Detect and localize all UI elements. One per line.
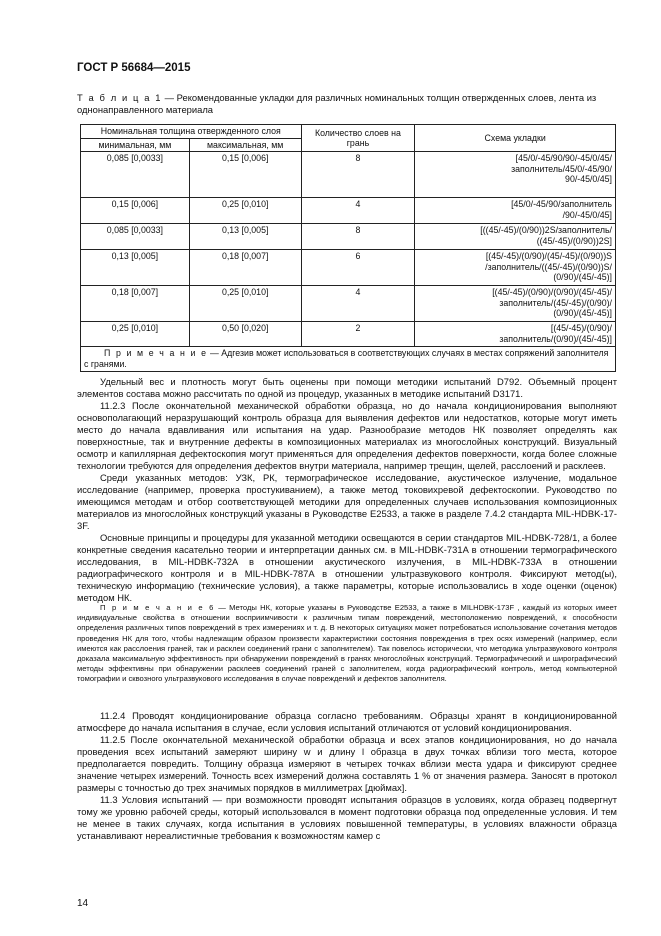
layup-table — [80, 124, 616, 372]
scheme-line: [(45/-45)/(0/90)/ — [550, 323, 612, 333]
scheme-line: [((45/-45)/(0/90))2S/заполнитель/ — [480, 225, 612, 235]
paragraph-11-3: 11.3 Условия испытаний — при возможности проводят испытания образцов в условиях, когда образец подвергнут тому же уровню рабочей среды, который использовался в момент подготовки образца под определенные условия. И тем не менее в таких случаях, когда испытания в условиях повышенной температуры, в условиях влажности образца устанавливают нереалистичные требования к возможностям камер с — [77, 794, 617, 841]
cell-scheme — [415, 224, 616, 250]
scheme-line: заполнитель/(0/90)/(45/-45)] — [499, 333, 612, 344]
table-caption-text: — Рекомендованные укладки для различных номинальных толщин отвержденных слоев, лента из однонаправленного материала — [77, 92, 597, 115]
scheme-line: заполнитель/45/0/-45/90/ — [511, 163, 612, 174]
cell-count: 4 — [301, 286, 415, 322]
scheme-line: ((45/-45)/(0/90))2S] — [536, 235, 612, 246]
cell-max: 0,18 [0,007] — [189, 250, 301, 286]
table-row — [81, 250, 616, 286]
scheme-line: заполнитель/(45/-45)/(0/90)/ — [499, 297, 612, 308]
paragraph-11-2-3: 11.2.3 После окончательной механической обработки образца, но до начала кондиционирования выполняют основополагающий неразрушающий контроль образца для выявления дефектов или недостатков, которые могут иметь место до начала вдавливания или испытания на удар. Разнообразие методов НК позволяет определять как поверхностные, так и внутренние дефекты в композиционных материалах из многослойных конструкций. Визуальный осмотр и капиллярная дефектоскопия могут применяться для определения дефектов поверхности, когда более сложные технологии требуются для определения дефектов внутри материала, например трещин, щелей, расслоений и расклеев. — [77, 400, 617, 471]
cell-count: 2 — [301, 322, 415, 347]
cell-min: 0,085 [0,0033] — [81, 152, 190, 198]
cell-scheme — [415, 250, 616, 286]
cell-max: 0,50 [0,020] — [189, 322, 301, 347]
scheme-line: [45/0/-45/90/заполнитель — [511, 199, 612, 209]
scheme-line: /заполнитель/((45/-45)/(0/90))S/ — [485, 261, 612, 272]
cell-scheme — [415, 322, 616, 347]
cell-max: 0,15 [0,006] — [189, 152, 301, 198]
note-6-label: П р и м е ч а н и е 6 — [100, 603, 215, 612]
header-scheme: Схема укладки — [415, 125, 616, 152]
cell-max: 0,13 [0,005] — [189, 224, 301, 250]
table-note-text: — Адгезив может использоваться в соответствующих случаях в местах сопряжений заполнителя с гранями. — [84, 348, 609, 369]
table-row — [81, 224, 616, 250]
scheme-line: 90/-45/0/45] — [565, 174, 612, 184]
header-max: максимальная, мм — [189, 138, 301, 152]
table-row — [81, 198, 616, 224]
cell-scheme — [415, 286, 616, 322]
paragraph-11-2-5: 11.2.5 После окончательной механической обработки образца и всех этапов кондиционирования, но до начала проведения всех испытаний замеряют ширину w и длину l образца в двух точках вблизи того места, которое предполагается повредить. Толщину образца измеряют в четырех точках вблизи места удара и фиксируют среднее значение четырех измерений. Точность всех измерений должна составлять 1 % от значения размера. Заносят в протокол размеры с точностью до трех значимых порядков в миллиметрах [дюймах]. — [77, 734, 617, 793]
cell-min: 0,085 [0,0033] — [81, 224, 190, 250]
table-caption — [77, 92, 617, 116]
header-min: минимальная, мм — [81, 138, 190, 152]
scheme-line: (0/90)/(45/-45)] — [553, 272, 612, 282]
cell-max: 0,25 [0,010] — [189, 286, 301, 322]
cell-min: 0,18 [0,007] — [81, 286, 190, 322]
cell-min: 0,25 [0,010] — [81, 322, 190, 347]
scheme-line: [(45/-45)/(0/90)/(45/-45)/(0/90))S — [485, 251, 612, 261]
cell-count: 8 — [301, 224, 415, 250]
header-thickness: Номинальная толщина отвержденного слоя — [81, 125, 302, 139]
cell-min: 0,15 [0,006] — [81, 198, 190, 224]
document-header: ГОСТ Р 56684—2015 — [77, 62, 191, 74]
table-row — [81, 286, 616, 322]
paragraph-standards: Основные принципы и процедуры для указанной методики освещаются в серии стандартов MIL-HDBK-728/1, а более конкретные сведения касательно теории и интерпретации данных см. в MIL-HDBK-731A в отношении термографического исследования, в MIL-HDBK-732A в отношении акустического излучения, в MIL-HDBK-733A в отношении радиографического контроля и в MIL-HDBK-787A в отношении ультразвукового контроля. Фиксируют метод(ы), техническую информацию (технические условия), а также параметры, которые использовались в ходе оценки (оценок) методом НК. — [77, 532, 617, 603]
paragraph-ndt-methods: Среди указанных методов: УЗК, РК, термографическое исследование, акустическое излучение, модальное исследование (например, проверка простукиванием), а также метод токовихревой дефектоскопии. Руководство по имеющимся методам и отбор соответствующей методики для определенных случаев использования композиционных материалов из многослойных конструкций указаны в Руководстве E2533, а также в разделе 7.4.2 стандарта MIL-HDBK-17-3F. — [77, 472, 617, 531]
scheme-line: (0/90)/(45/-45)] — [553, 308, 612, 318]
body-text-upper — [77, 376, 617, 604]
table-row — [81, 152, 616, 198]
table-header-row — [81, 125, 616, 139]
table-row — [81, 322, 616, 347]
cell-min: 0,13 [0,005] — [81, 250, 190, 286]
cell-count: 8 — [301, 152, 415, 198]
header-count: Количество слоев на грань — [301, 125, 415, 152]
cell-count: 6 — [301, 250, 415, 286]
cell-scheme — [415, 152, 616, 198]
scheme-line: /90/-45/0/45] — [562, 209, 612, 220]
paragraph-density: Удельный вес и плотность могут быть оценены при помощи методики испытаний D792. Объемный процент элементов состава можно рассчитать по одной из процедур, указанных в методике испытаний D3171. — [77, 376, 617, 399]
table-note-label: П р и м е ч а н и е — [104, 348, 208, 358]
table-caption-label: Т а б л и ц а 1 — [77, 92, 163, 103]
note-6-text: — Методы НК, которые указаны в Руководстве E2533, а также в MILHDBK-173F , каждый из которых имеет индивидуальные свойства в отношении восприимчивости к различным типам повреждений, местоположению повреждений, к способности определения различных типов повреждений в трех измерениях и т. д. В некоторых ситуациях может потребоваться использование сочетания методов проведения НК для того, чтобы надлежащим образом произвести характеристики состояния повреждения в трех осях измерений (например, если имеются как расслоения граней, так и расклеи соединений грани с заполнителем). Так повелось исторически, что методика ультразвукового контроля доказала максимальную эффективность при обнаружении повреждений в гранях многослойных конструкций. Термографический и ширографический методы эффективны при обнаружении расклеев соединений граней с заполнителем, когда радиографический контроль, метод компьютерной томографии и сквозного ультразвукового исследования в случае повреждений и дефектов заполнителя. — [77, 603, 617, 684]
table-note-row — [81, 347, 616, 372]
cell-scheme — [415, 198, 616, 224]
scheme-line: [(45/-45)/(0/90)/(0/90)/(45/-45)/ — [492, 287, 612, 297]
body-text-lower — [77, 710, 617, 842]
paragraph-11-2-4: 11.2.4 Проводят кондиционирование образца согласно требованиям. Образцы хранят в кондиционированной атмосфере до начала испытания в случае, если условия испытаний отличаются от условий кондиционирования. — [77, 710, 617, 733]
scheme-line: [45/0/-45/90/90/-45/0/45/ — [515, 153, 612, 163]
cell-count: 4 — [301, 198, 415, 224]
page-number: 14 — [77, 898, 89, 909]
table-note — [81, 347, 616, 372]
cell-max: 0,25 [0,010] — [189, 198, 301, 224]
note-6 — [77, 603, 617, 685]
